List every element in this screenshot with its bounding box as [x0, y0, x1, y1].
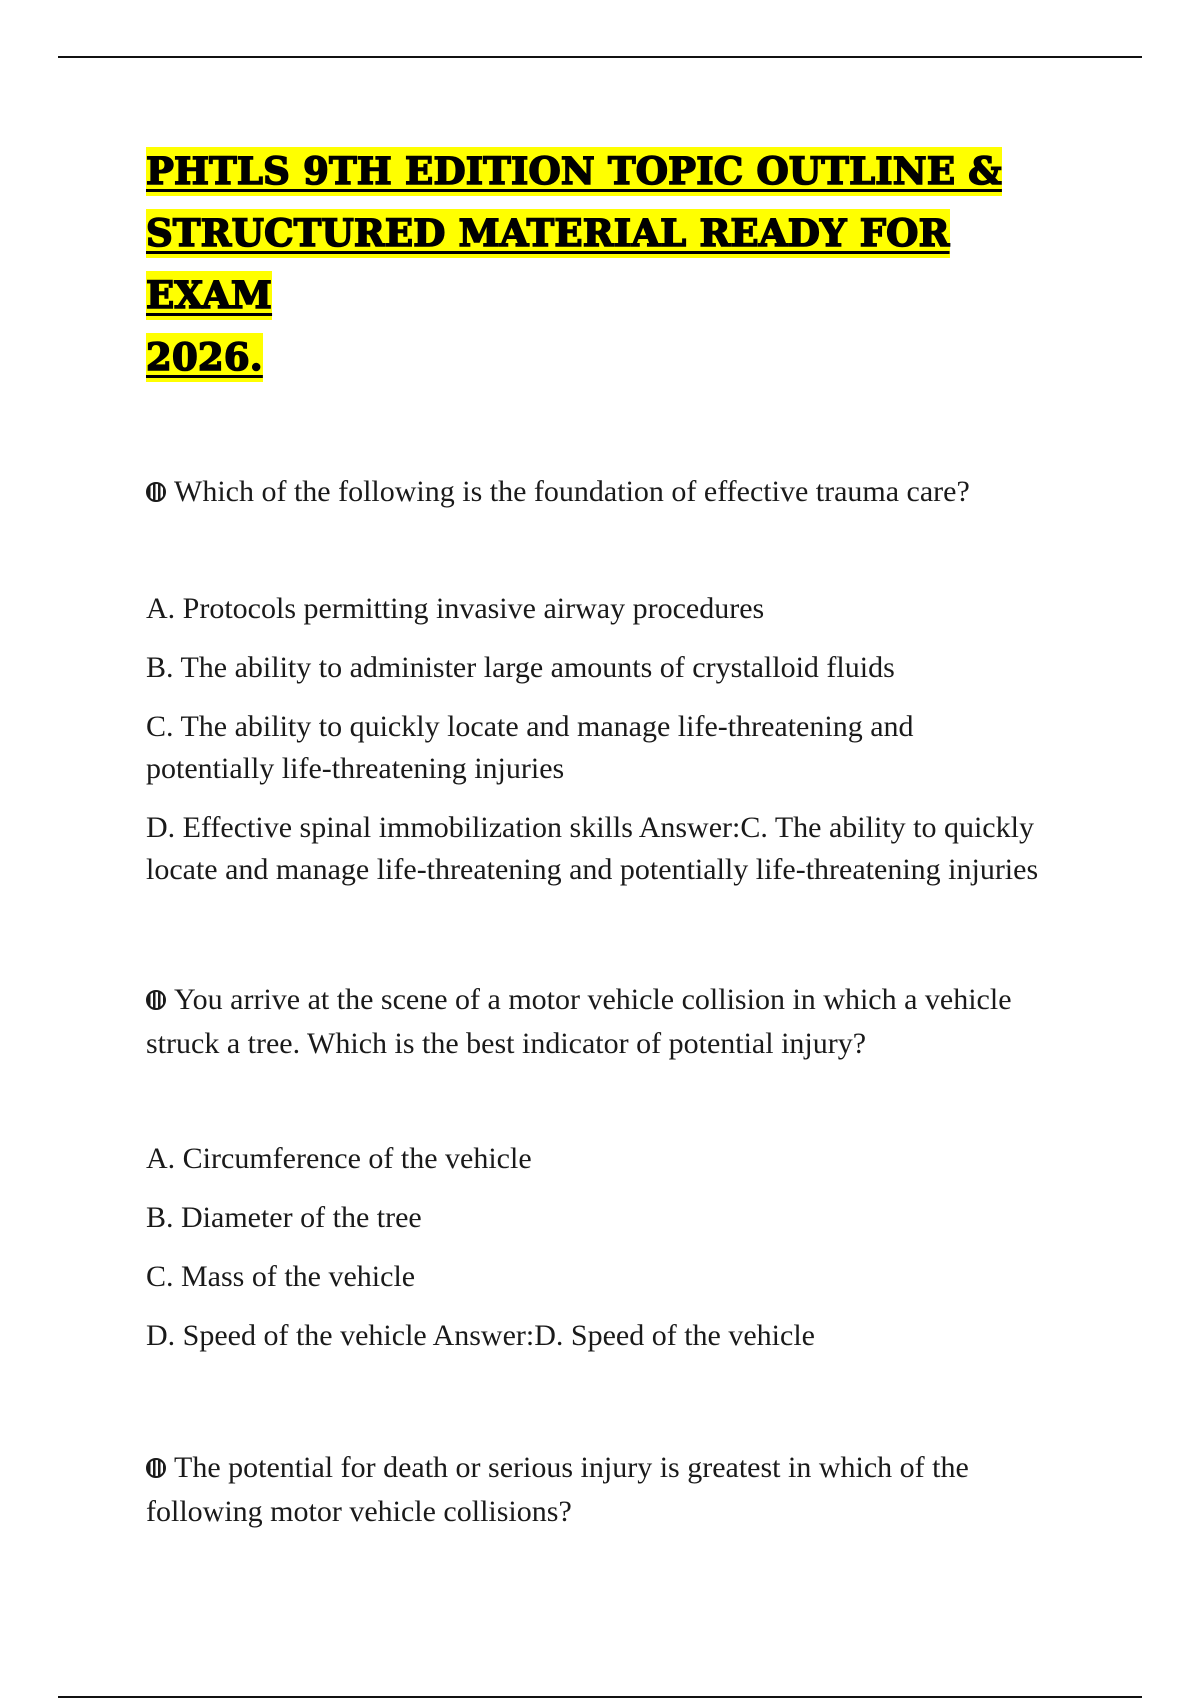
question-1-options	[146, 588, 1046, 891]
title-line-1: PHTLS 9TH EDITION TOPIC OUTLINE &	[146, 147, 1002, 196]
question-2-option-c: C. Mass of the vehicle	[146, 1260, 416, 1293]
document-title	[146, 140, 1046, 388]
question-2-options	[146, 1138, 1046, 1357]
page-content	[146, 140, 1046, 1534]
title-line-2: STRUCTURED MATERIAL READY FOR EXAM	[146, 209, 950, 320]
question-2	[146, 978, 1046, 1066]
question-3-text: The potential for death or serious injury is greatest in which of the following motor vehicle collisions?	[146, 1451, 969, 1528]
title-line-3: 2026.	[146, 333, 263, 382]
question-2-option-d-answer: D. Speed of the vehicle Answer:D. Speed of the vehicle	[146, 1319, 815, 1352]
question-1	[146, 470, 1046, 514]
question-1-option-a: A. Protocols permitting invasive airway procedures	[146, 592, 765, 625]
question-1-option-d-answer: D. Effective spinal immobilization skills Answer:C. The ability to quickly locate and manage life-threatening and potentially life-threatening injuries	[146, 811, 1039, 886]
question-3	[146, 1446, 1046, 1534]
bottom-rule	[58, 1696, 1142, 1698]
striped-circle-bullet-icon	[146, 482, 166, 502]
question-1-text: Which of the following is the foundation of effective trauma care?	[174, 475, 970, 508]
spacer	[146, 1374, 1046, 1446]
question-1-option-c: C. The ability to quickly locate and manage life-threatening and potentially life-threatening injuries	[146, 710, 914, 785]
question-1-option-b: B. The ability to administer large amounts of crystalloid fluids	[146, 651, 895, 684]
question-2-text: You arrive at the scene of a motor vehicle collision in which a vehicle struck a tree. Which is the best indicator of potential injury?	[146, 983, 1012, 1060]
striped-circle-bullet-icon	[146, 1458, 166, 1478]
question-2-option-b: B. Diameter of the tree	[146, 1201, 422, 1234]
question-2-option-a: A. Circumference of the vehicle	[146, 1142, 532, 1175]
top-rule	[58, 56, 1142, 58]
spacer	[146, 908, 1046, 978]
striped-circle-bullet-icon	[146, 990, 166, 1010]
